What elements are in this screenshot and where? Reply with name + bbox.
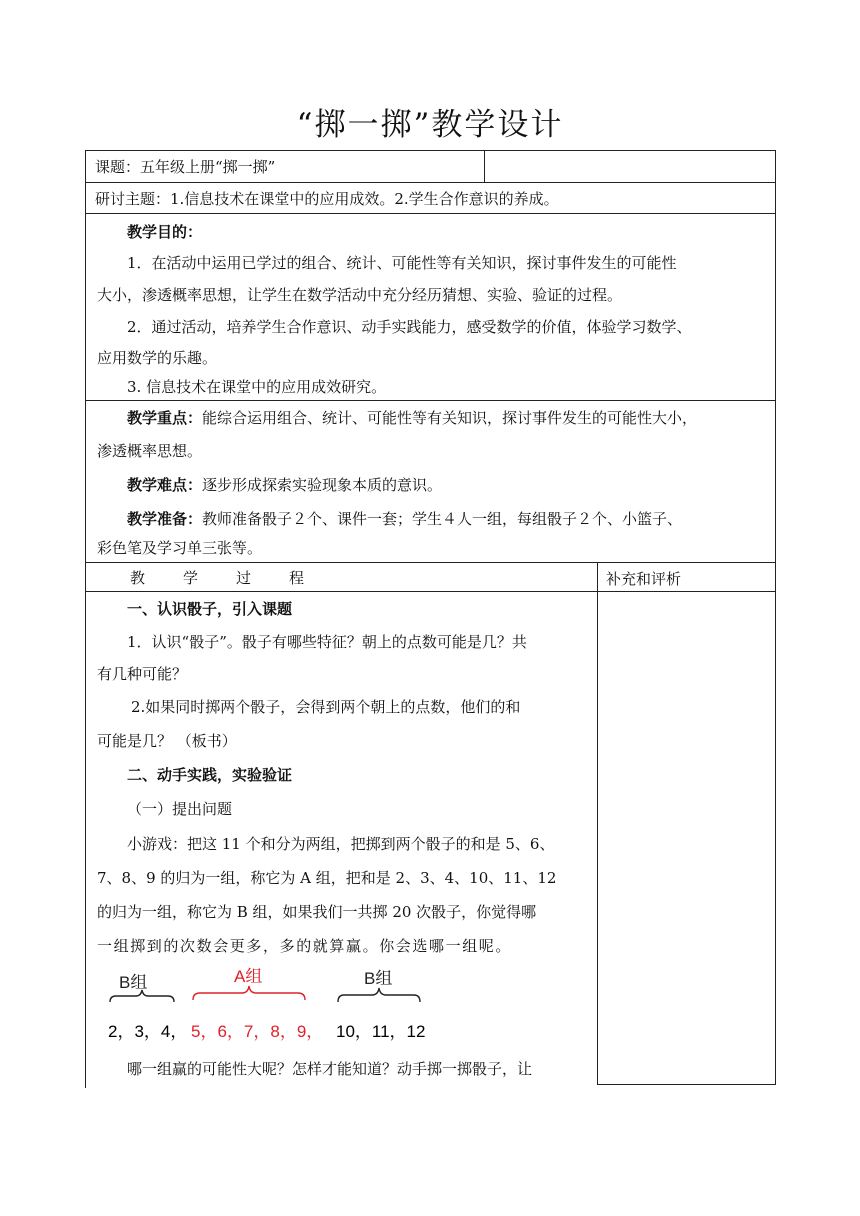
document-title: “掷一掷”教学设计 [296,107,564,143]
table-rule [597,1084,775,1085]
label-a: A组 [234,967,263,986]
table-rule [85,591,775,592]
brace-b-right [338,988,420,1002]
section-1-line-2: 有几种可能？ [97,665,188,683]
section-1-line-1: 1．认识“骰子”。骰子有哪些特征？朝上的点数可能是几？共 [127,633,527,651]
key-point-line-1 [97,403,697,434]
key-point-text: 能综合运用组合、统计、可能性等有关知识，探讨事件发生的可能性大小， [202,409,698,427]
process-char: 教 [130,568,146,587]
process-header [85,563,597,591]
difficulty-line [97,470,442,501]
numbers-a: 5，6，7，8，9， [191,1022,324,1041]
table-border-top [85,150,775,151]
goals-heading: 教学目的： [127,223,203,241]
process-char: 过 [236,568,252,587]
prep-text: 教师准备骰子２个、课件一套；学生４人一组，每组骰子２个、小篮子、 [202,510,683,528]
goal-2-line-2: 应用数学的乐趣。 [97,349,218,367]
brace-a [193,986,305,1000]
course-cell: 课题：五年级上册“掷一掷” [95,158,276,176]
notes-header: 补充和评析 [606,570,682,588]
process-char: 程 [289,568,305,587]
label-b-left: B组 [119,973,148,992]
section-1-line-3: 2.如果同时掷两个骰子，会得到两个朝上的点数，他们的和 [131,698,521,716]
section-1-line-4: 可能是几？ （板书） [97,732,237,750]
section-1-heading: 一、认识骰子，引入课题 [127,600,293,618]
key-point-label: 教学重点： [127,409,203,427]
prep-line-1 [97,504,682,535]
prep-line-2: 彩色笔及学习单三张等。 [97,539,263,557]
group-figure [108,967,438,1047]
group-figure-svg [108,967,438,1047]
table-column-divider [597,562,598,1085]
label-b-right: B组 [364,969,393,988]
last-line: 哪一组赢的可能性大呢？怎样才能知道？动手掷一掷骰子，让 [127,1060,533,1078]
goal-2-line-1: 2．通过活动，培养学生合作意识、动手实践能力，感受数学的价值，体验学习数学、 [127,318,692,336]
table-rule [85,182,775,183]
goal-1-line-2: 大小，渗透概率思想，让学生在数学活动中充分经历猜想、实验、验证的过程。 [97,286,623,304]
game-line-2: 7、8、9 的归为一组，称它为 A 组，把和是 2、3、4、10、11、12 [97,869,557,887]
numbers-b-left: 2，3，4， [108,1022,188,1041]
game-line-1: 小游戏：把这 11 个和分为两组，把掷到两个骰子的和是 5、6、 [127,835,555,853]
difficulty-text: 逐步形成探索实验现象本质的意识。 [202,476,443,494]
prep-label: 教学准备： [127,510,203,528]
subsection-1-heading: （一）提出问题 [127,800,233,818]
topic-cell: 研讨主题：1.信息技术在课堂中的应用成效。2.学生合作意识的养成。 [95,190,559,208]
game-line-4: 一组掷到的次数会更多，多的就算赢。你会选哪一组呢。 [97,937,513,955]
table-border-right [775,150,776,1085]
game-line-3: 的归为一组，称它为 B 组，如果我们一共掷 20 次骰子，你觉得哪 [97,903,537,921]
section-2-heading: 二、动手实践，实验验证 [127,766,293,784]
key-point-line-2: 渗透概率思想。 [97,442,203,460]
goal-1-line-1: 1．在活动中运用已学过的组合、统计、可能性等有关知识，探讨事件发生的可能性 [127,254,677,272]
difficulty-label: 教学难点： [127,476,203,494]
goal-3: 3. 信息技术在课堂中的应用成效研究。 [127,378,387,396]
process-char: 学 [183,568,199,587]
numbers-b-right: 10，11，12 [336,1022,426,1041]
table-rule [85,213,775,214]
table-column-divider [484,150,485,182]
